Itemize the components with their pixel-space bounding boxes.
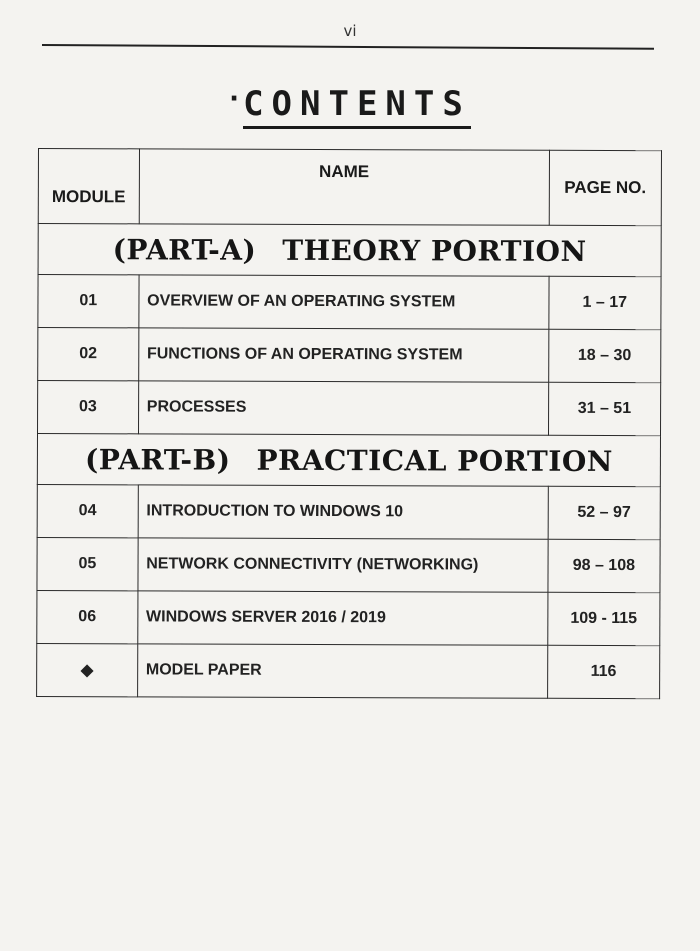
part-b-label: (PART-B)	[84, 442, 231, 477]
module-number: 06	[37, 590, 138, 643]
module-name: WINDOWS SERVER 2016 / 2019	[137, 591, 547, 645]
header-row	[38, 149, 661, 226]
module-name: INTRODUCTION TO WINDOWS 10	[138, 485, 548, 539]
page-range: 31 – 51	[548, 382, 661, 435]
title-block	[0, 84, 700, 129]
page-range: 98 – 108	[548, 539, 661, 592]
page-range: 52 – 97	[548, 486, 661, 539]
page-range: 18 – 30	[548, 329, 661, 382]
page-title: CONTENTS	[243, 84, 471, 129]
part-a-heading-row	[38, 224, 661, 277]
page-number: vi	[343, 22, 357, 40]
header-rule	[42, 44, 654, 50]
part-a-title: THEORY PORTION	[282, 233, 587, 268]
part-a-heading	[38, 224, 661, 277]
contents-table	[36, 148, 662, 699]
module-name: PROCESSES	[138, 381, 548, 435]
title-bullet: ·	[229, 84, 240, 114]
module-number: 01	[38, 275, 139, 328]
module-name: MODEL PAPER	[137, 644, 547, 698]
header-name: NAME	[139, 149, 549, 225]
table-row	[37, 537, 660, 592]
part-b-heading-row	[37, 434, 660, 487]
module-number: 03	[38, 381, 139, 434]
module-name: OVERVIEW OF AN OPERATING SYSTEM	[139, 275, 549, 329]
module-number: 02	[38, 328, 139, 381]
module-number: 05	[37, 537, 138, 590]
module-name: NETWORK CONNECTIVITY (NETWORKING)	[138, 538, 548, 592]
module-name: FUNCTIONS OF AN OPERATING SYSTEM	[138, 328, 548, 382]
page-range: 109 - 115	[547, 592, 660, 645]
table-row	[37, 643, 660, 698]
table-row	[37, 484, 660, 539]
page-range: 116	[547, 645, 660, 698]
module-number: 04	[37, 484, 138, 537]
diamond-bullet-icon: ◆	[37, 643, 138, 696]
part-b-heading	[37, 434, 660, 487]
page-range: 1 – 17	[549, 276, 662, 329]
table-row	[38, 381, 661, 436]
part-b-title: PRACTICAL PORTION	[256, 443, 613, 478]
table-row	[38, 275, 661, 330]
part-a-label: (PART-A)	[112, 232, 257, 267]
header-module: MODULE	[38, 149, 139, 224]
table-row	[37, 590, 660, 645]
table-row	[38, 328, 661, 383]
header-page-no: PAGE NO.	[549, 150, 662, 225]
